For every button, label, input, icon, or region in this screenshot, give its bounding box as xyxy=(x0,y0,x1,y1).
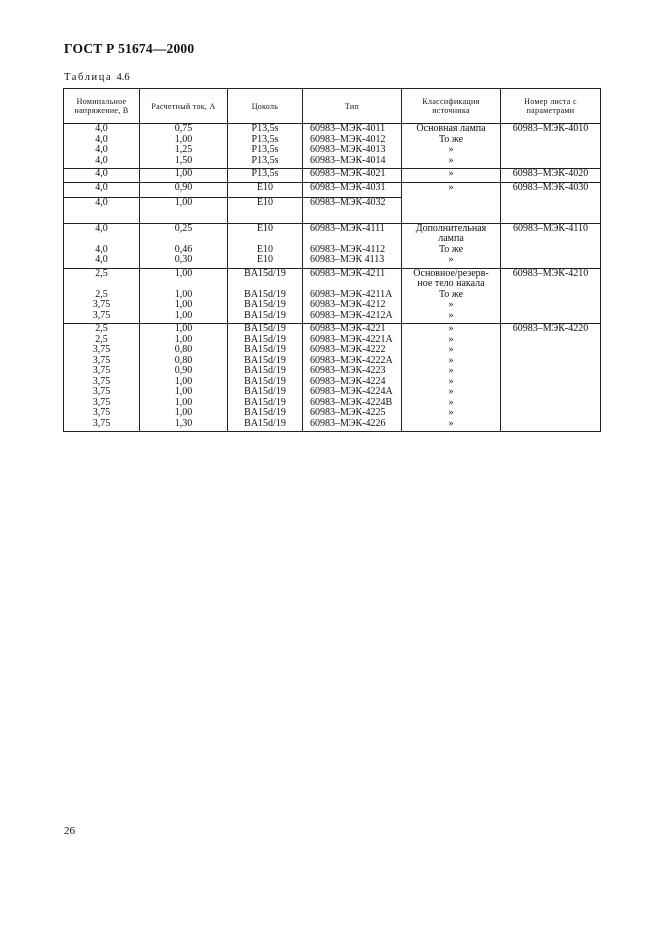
base-line: E10 xyxy=(256,222,274,234)
base-line: BA15d/19 xyxy=(244,417,286,429)
table-body xyxy=(64,124,601,432)
cell-voltage xyxy=(64,182,140,198)
class-line: » xyxy=(448,323,454,334)
type-line: 60983–МЭК-4223 xyxy=(310,365,386,376)
current-line: 0,25 xyxy=(174,222,193,234)
cell-type xyxy=(303,182,402,198)
cell-current xyxy=(140,198,228,224)
sheet-line: 60983–МЭК-4110 xyxy=(512,222,589,234)
cell-class xyxy=(402,324,501,432)
voltage-line: 4,0 xyxy=(95,133,108,145)
base-line: BA15d/19 xyxy=(244,386,286,397)
base-line: P13,5s xyxy=(251,123,279,134)
cell-class xyxy=(402,268,501,324)
voltage-line: 4,0 xyxy=(95,254,108,265)
class-line: » xyxy=(448,299,454,310)
current-line: 1,00 xyxy=(174,197,193,208)
table-row-group xyxy=(64,182,601,198)
sheet-line: 60983–МЭК-4210 xyxy=(512,267,589,279)
cell-current xyxy=(140,324,228,432)
current-line: 1,00 xyxy=(174,396,193,408)
cell-base xyxy=(228,182,303,198)
class-line: То же xyxy=(438,133,464,145)
voltage-line: 3,75 xyxy=(92,309,111,321)
voltage-line: 2,5 xyxy=(95,288,108,300)
sheet-line: 60983–МЭК-4010 xyxy=(512,123,589,134)
type-line: 60983–МЭК-4031 xyxy=(310,181,386,193)
type-line: 60983–МЭК-4224 xyxy=(310,375,386,387)
class-line: » xyxy=(448,375,454,387)
col-header-class xyxy=(402,89,501,124)
sheet-line: 60983–МЭК-4020 xyxy=(512,168,589,179)
cell-voltage xyxy=(64,124,140,169)
base-line xyxy=(228,234,302,245)
col-header-type: Тип xyxy=(303,89,402,124)
type-line: 60983–МЭК-4111 xyxy=(310,222,385,234)
type-line: 60983–МЭК-4211 xyxy=(310,267,386,279)
lamp-table xyxy=(63,88,601,432)
table-row-group xyxy=(64,169,601,183)
base-line: BA15d/19 xyxy=(244,288,286,300)
type-line: 60983–МЭК-4013 xyxy=(310,144,386,155)
cell-current xyxy=(140,182,228,198)
cell-base xyxy=(228,324,303,432)
col-header-class-line1: Классификация xyxy=(422,97,480,106)
cell-type xyxy=(303,223,402,268)
type-line: 60983–МЭК-4021 xyxy=(310,168,386,179)
voltage-line: 4,0 xyxy=(95,168,108,179)
current-line: 0,90 xyxy=(174,181,193,193)
cell-type xyxy=(303,198,402,224)
base-line: E10 xyxy=(256,243,274,255)
current-line: 1,50 xyxy=(174,154,193,166)
col-header-sheet xyxy=(501,89,601,124)
class-line: » xyxy=(448,407,454,418)
type-line: 60983–МЭК 4113 xyxy=(310,254,385,265)
voltage-line: 4,0 xyxy=(95,181,108,193)
table-row-group xyxy=(64,223,601,268)
cell-voltage xyxy=(64,223,140,268)
base-line: BA15d/19 xyxy=(244,309,286,321)
type-line: 60983–МЭК-4212А xyxy=(310,309,393,321)
current-line: 1,00 xyxy=(174,133,193,145)
current-line: 1,00 xyxy=(174,407,193,418)
cell-voltage xyxy=(64,324,140,432)
voltage-line xyxy=(64,234,139,245)
table-row-group xyxy=(64,124,601,169)
sheet-line: 60983–МЭК-4030 xyxy=(512,181,589,193)
voltage-line: 3,75 xyxy=(92,299,111,310)
table-row-group xyxy=(64,324,601,432)
type-line: 60983–МЭК-4224В xyxy=(310,396,393,408)
cell-type xyxy=(303,324,402,432)
current-line: 1,00 xyxy=(174,386,193,397)
current-line: 1,00 xyxy=(174,299,193,310)
table-caption-label: Таблица xyxy=(64,72,113,83)
page-number: 26 xyxy=(64,825,75,837)
type-line: 60983–МЭК-4221А xyxy=(310,333,393,345)
type-line: 60983–МЭК-4221 xyxy=(310,323,386,334)
base-line: BA15d/19 xyxy=(244,333,286,345)
base-line: BA15d/19 xyxy=(244,323,286,334)
cell-sheet xyxy=(501,268,601,324)
current-line: 1,00 xyxy=(174,323,193,334)
voltage-line xyxy=(64,279,139,290)
table-row-group xyxy=(64,268,601,324)
type-line: 60983–МЭК-4224А xyxy=(310,386,393,397)
class-line: » xyxy=(448,386,454,397)
voltage-line: 4,0 xyxy=(95,123,108,134)
type-line: 60983–МЭК-4226 xyxy=(310,417,386,429)
class-line: Основная лампа xyxy=(416,123,486,134)
class-line: » xyxy=(448,354,454,366)
voltage-line: 3,75 xyxy=(92,344,111,355)
col-header-voltage xyxy=(64,89,140,124)
current-line: 0,46 xyxy=(174,243,193,255)
cell-sheet xyxy=(501,223,601,268)
current-line: 1,00 xyxy=(174,288,193,300)
base-line: BA15d/19 xyxy=(244,299,286,310)
cell-base xyxy=(228,268,303,324)
cell-class xyxy=(402,182,501,223)
current-line: 1,00 xyxy=(174,375,193,387)
cell-type xyxy=(303,268,402,324)
base-line: BA15d/19 xyxy=(244,344,286,355)
class-line: » xyxy=(448,181,454,193)
col-header-class-line2: источника xyxy=(432,106,470,115)
base-line: BA15d/19 xyxy=(244,407,286,418)
cell-class xyxy=(402,223,501,268)
type-line xyxy=(303,279,401,290)
cell-voltage xyxy=(64,268,140,324)
base-line: E10 xyxy=(256,254,274,265)
type-line: 60983–МЭК-4222А xyxy=(310,354,393,366)
cell-voltage xyxy=(64,198,140,224)
type-line: 60983–МЭК-4032 xyxy=(310,197,386,208)
type-line: 60983–МЭК-4012 xyxy=(310,133,386,145)
col-header-voltage-line1: Номинальное xyxy=(76,97,127,106)
current-line: 0,90 xyxy=(174,365,193,376)
class-line: » xyxy=(448,396,454,408)
cell-class xyxy=(402,169,501,183)
voltage-line: 3,75 xyxy=(92,396,111,408)
col-header-base: Цоколь xyxy=(228,89,303,124)
type-line: 60983–МЭК-4211А xyxy=(310,288,393,300)
cell-base xyxy=(228,223,303,268)
current-line: 1,25 xyxy=(174,144,193,155)
sheet-line: 60983–МЭК-4220 xyxy=(512,323,589,334)
type-line: 60983–МЭК-4225 xyxy=(310,407,386,418)
base-line: BA15d/19 xyxy=(244,354,286,366)
base-line: BA15d/19 xyxy=(244,365,286,376)
cell-class xyxy=(402,124,501,169)
col-header-voltage-line2: напряжение, В xyxy=(74,106,129,115)
voltage-line: 4,0 xyxy=(95,144,108,155)
voltage-line: 2,5 xyxy=(95,333,108,345)
current-line xyxy=(140,279,227,290)
class-line: » xyxy=(448,144,454,155)
voltage-line: 3,75 xyxy=(92,407,111,418)
col-header-current: Расчетный ток, А xyxy=(140,89,228,124)
type-line xyxy=(303,234,401,245)
voltage-line: 3,75 xyxy=(92,365,111,376)
voltage-line: 3,75 xyxy=(92,354,111,366)
current-line: 0,80 xyxy=(174,354,193,366)
base-line: BA15d/19 xyxy=(244,267,286,279)
cell-current xyxy=(140,223,228,268)
cell-type xyxy=(303,169,402,183)
class-line: » xyxy=(448,309,454,321)
cell-sheet xyxy=(501,182,601,223)
class-line: » xyxy=(448,154,454,166)
cell-voltage xyxy=(64,169,140,183)
col-header-sheet-line1: Номер листа с xyxy=(524,97,577,106)
base-line: P13,5s xyxy=(251,168,279,179)
table-header-row xyxy=(64,89,601,124)
base-line: E10 xyxy=(256,181,274,193)
voltage-line: 4,0 xyxy=(95,243,108,255)
cell-current xyxy=(140,124,228,169)
voltage-line: 4,0 xyxy=(95,222,108,234)
current-line: 0,30 xyxy=(174,254,193,265)
cell-base xyxy=(228,169,303,183)
class-line: То же xyxy=(438,243,464,255)
voltage-line: 3,75 xyxy=(92,417,111,429)
base-line: E10 xyxy=(256,197,274,208)
class-line: лампа xyxy=(438,233,464,244)
current-line: 0,80 xyxy=(174,344,193,355)
type-line: 60983–МЭК-4212 xyxy=(310,299,386,310)
class-line: Основное/резерв- xyxy=(413,267,489,279)
class-line: » xyxy=(448,168,454,179)
type-line: 60983–МЭК-4011 xyxy=(310,123,386,134)
current-line: 1,00 xyxy=(174,168,193,179)
table-caption xyxy=(64,72,130,83)
voltage-line: 3,75 xyxy=(92,375,111,387)
type-line: 60983–МЭК-4014 xyxy=(310,154,386,166)
cell-base xyxy=(228,198,303,224)
base-line: BA15d/19 xyxy=(244,396,286,408)
class-line: » xyxy=(448,417,454,429)
cell-type xyxy=(303,124,402,169)
voltage-line: 2,5 xyxy=(95,267,108,279)
document-title: ГОСТ Р 51674—2000 xyxy=(64,41,195,56)
voltage-line: 4,0 xyxy=(95,154,108,166)
cell-sheet xyxy=(501,169,601,183)
cell-sheet xyxy=(501,124,601,169)
current-line: 1,00 xyxy=(174,267,193,279)
class-line: » xyxy=(448,333,454,345)
class-line: ное тело накала xyxy=(417,278,485,289)
voltage-line: 2,5 xyxy=(95,323,108,334)
base-line: P13,5s xyxy=(251,133,279,145)
cell-base xyxy=(228,124,303,169)
voltage-line: 4,0 xyxy=(95,197,108,208)
class-line: То же xyxy=(438,288,464,300)
class-line: » xyxy=(448,344,454,355)
current-line: 1,00 xyxy=(174,309,193,321)
type-line: 60983–МЭК-4112 xyxy=(310,243,386,255)
base-line: P13,5s xyxy=(251,144,279,155)
base-line xyxy=(228,279,302,290)
voltage-line: 3,75 xyxy=(92,386,111,397)
cell-current xyxy=(140,268,228,324)
col-header-sheet-line2: параметрами xyxy=(526,106,575,115)
current-line: 0,75 xyxy=(174,123,193,134)
current-line xyxy=(140,234,227,245)
current-line: 1,30 xyxy=(174,417,193,429)
base-line: P13,5s xyxy=(251,154,279,166)
type-line: 60983–МЭК-4222 xyxy=(310,344,386,355)
class-line: Дополнительная xyxy=(415,222,487,234)
class-line: » xyxy=(448,254,454,265)
cell-sheet xyxy=(501,324,601,432)
base-line: BA15d/19 xyxy=(244,375,286,387)
cell-current xyxy=(140,169,228,183)
table-caption-number: 4.6 xyxy=(116,72,130,83)
current-line: 1,00 xyxy=(174,333,193,345)
class-line: » xyxy=(448,365,454,376)
